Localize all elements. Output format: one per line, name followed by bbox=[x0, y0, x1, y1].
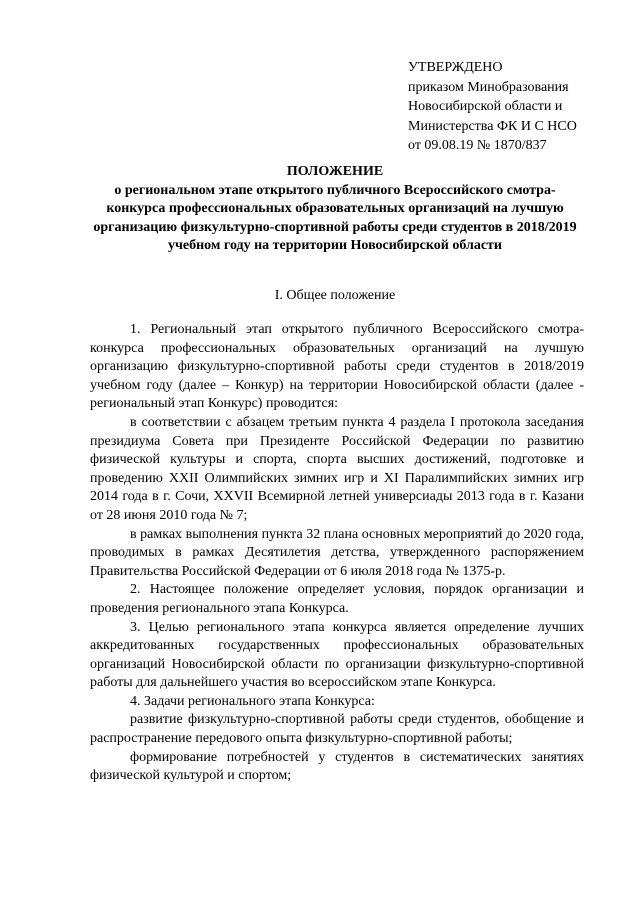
paragraph: в соответствии с абзацем третьим пункта 4 раздела I протокола заседания президиума Совета при Президенте Российской Федерации по развитию физической культуры и спорта, спорта высших достижений, подготовке и проведению XXII Олимпийских зимних игр и XI Паралимпийских зимних игр 2014 года в г. Сочи, XXVII Всемирной летней универсиады 2013 года в г. Казани от 28 июня 2010 года № 7; bbox=[90, 414, 584, 523]
paragraph: 1. Региональный этап открытого публичного Всероссийского смотра-конкурса профессиональных образовательных организаций на лучшую организацию физкультурно-спортивной работы среди студентов в 2018/2019 учебном году (далее – Конкур) на территории Новосибирской области (далее - региональный этап Конкурс) проводится: bbox=[90, 322, 584, 412]
document-title bbox=[88, 163, 582, 256]
paragraph: формирование потребностей у студентов в систематических занятиях физической культурой и спортом; bbox=[90, 749, 584, 784]
title-subtitle: о региональном этапе открытого публичного Всероссийского смотра-конкурса профессиональных образовательных организаций на лучшую организацию физкультурно-спортивной работы среди студентов в 2018/2019 учебном году на территории Новосибирской области bbox=[93, 182, 577, 253]
paragraph: 2. Настоящее положение определяет условия, порядок организации и проведения регионального этапа Конкурса. bbox=[90, 582, 584, 616]
document-body bbox=[90, 321, 584, 786]
paragraph: 4. Задачи регионального этапа Конкурса: bbox=[130, 693, 375, 709]
paragraph: 3. Целью регионального этапа конкурса является определение лучших аккредитованных государственных профессиональных образовательных организаций Новосибирской области по организации физкультурно-спортивной работы для дальнейшего участия во всероссийском этапе Конкурса. bbox=[90, 619, 584, 691]
approval-line: Новосибирской области и bbox=[408, 99, 563, 114]
section-heading: I. Общее положение bbox=[274, 288, 396, 303]
approval-line: приказом Минобразования bbox=[408, 79, 569, 95]
approval-line: УТВЕРЖДЕНО bbox=[408, 60, 503, 75]
approval-line: Министерства ФК И С НСО bbox=[408, 118, 577, 134]
approval-line: от 09.08.19 № 1870/837 bbox=[408, 138, 547, 153]
approval-stamp bbox=[408, 58, 608, 156]
paragraph: развитие физкультурно-спортивной работы среди студентов, обобщение и распространение передового опыта физкультурно-спортивной работы; bbox=[90, 712, 584, 747]
paragraph: в рамках выполнения пункта 32 плана основных мероприятий до 2020 года, проводимых в рамках Десятилетия детства, утвержденного распоряжением Правительства Российской Федерации от 6 июля 2018 года № 1375-р. bbox=[90, 526, 584, 579]
title-main: ПОЛОЖЕНИЕ bbox=[286, 164, 384, 179]
